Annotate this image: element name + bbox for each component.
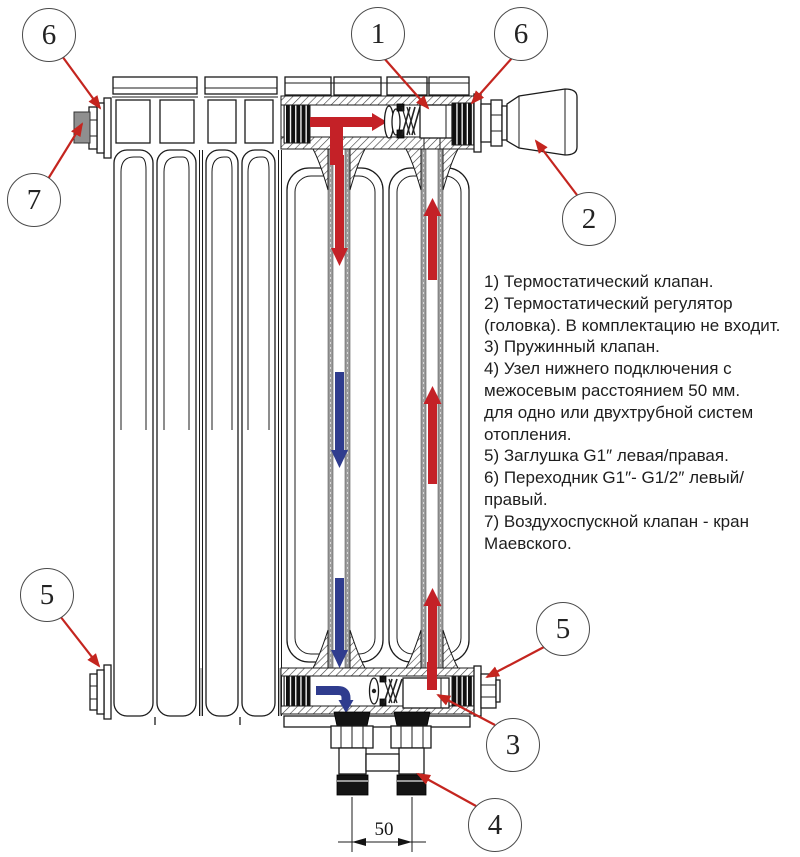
callout-1-top — [351, 7, 405, 61]
bottom-connection-unit — [331, 712, 431, 795]
legend-line: 6) Переходник G1″- G1/2″ левый/ — [484, 468, 744, 488]
callout-label: 4 — [487, 808, 503, 841]
callout-label: 5 — [39, 578, 55, 611]
callout-2-right — [562, 192, 616, 246]
radiator-outer-sections — [112, 77, 282, 725]
callout-7-left — [7, 173, 61, 227]
legend-line: правый. — [484, 489, 548, 509]
legend-line: для одно или двухтрубной систем — [484, 402, 754, 422]
legend-line: (головка). В комплектацию не входит. — [484, 315, 781, 335]
left-bottom-plug — [90, 665, 111, 719]
water-channels — [328, 149, 443, 668]
callout-6-top-right — [494, 7, 548, 61]
callout-label: 3 — [505, 728, 521, 761]
callout-label: 2 — [581, 202, 597, 235]
legend-line: межосевым расстоянием 50 мм. — [484, 380, 741, 400]
callout-label: 5 — [555, 612, 571, 645]
callout-4-bottom — [468, 798, 522, 852]
callout-label: 6 — [41, 18, 57, 51]
legend — [484, 271, 796, 554]
callout-5-left — [20, 568, 74, 622]
callout-label: 6 — [513, 17, 529, 50]
callout-5-right — [536, 602, 590, 656]
legend-line: 5) Заглушка G1″ левая/правая. — [484, 446, 729, 466]
legend-line: 2) Термостатический регулятор — [484, 293, 733, 313]
dimension-value: 50 — [374, 819, 394, 840]
callout-label: 1 — [370, 17, 386, 50]
callout-3-bottom — [486, 718, 540, 772]
legend-line: 3) Пружинный клапан. — [484, 337, 660, 357]
legend-line: Маевского. — [484, 533, 572, 553]
callout-label: 7 — [26, 183, 42, 216]
right-bottom-plug — [474, 666, 500, 716]
callout-6-top-left — [22, 8, 76, 62]
legend-line: 7) Воздухоспускной клапан - кран — [484, 511, 749, 531]
thermostatic-head — [474, 89, 577, 155]
legend-line: отопления. — [484, 424, 572, 444]
legend-line: 1) Термостатический клапан. — [484, 272, 714, 291]
legend-line: 4) Узел нижнего подключения с — [484, 359, 732, 379]
